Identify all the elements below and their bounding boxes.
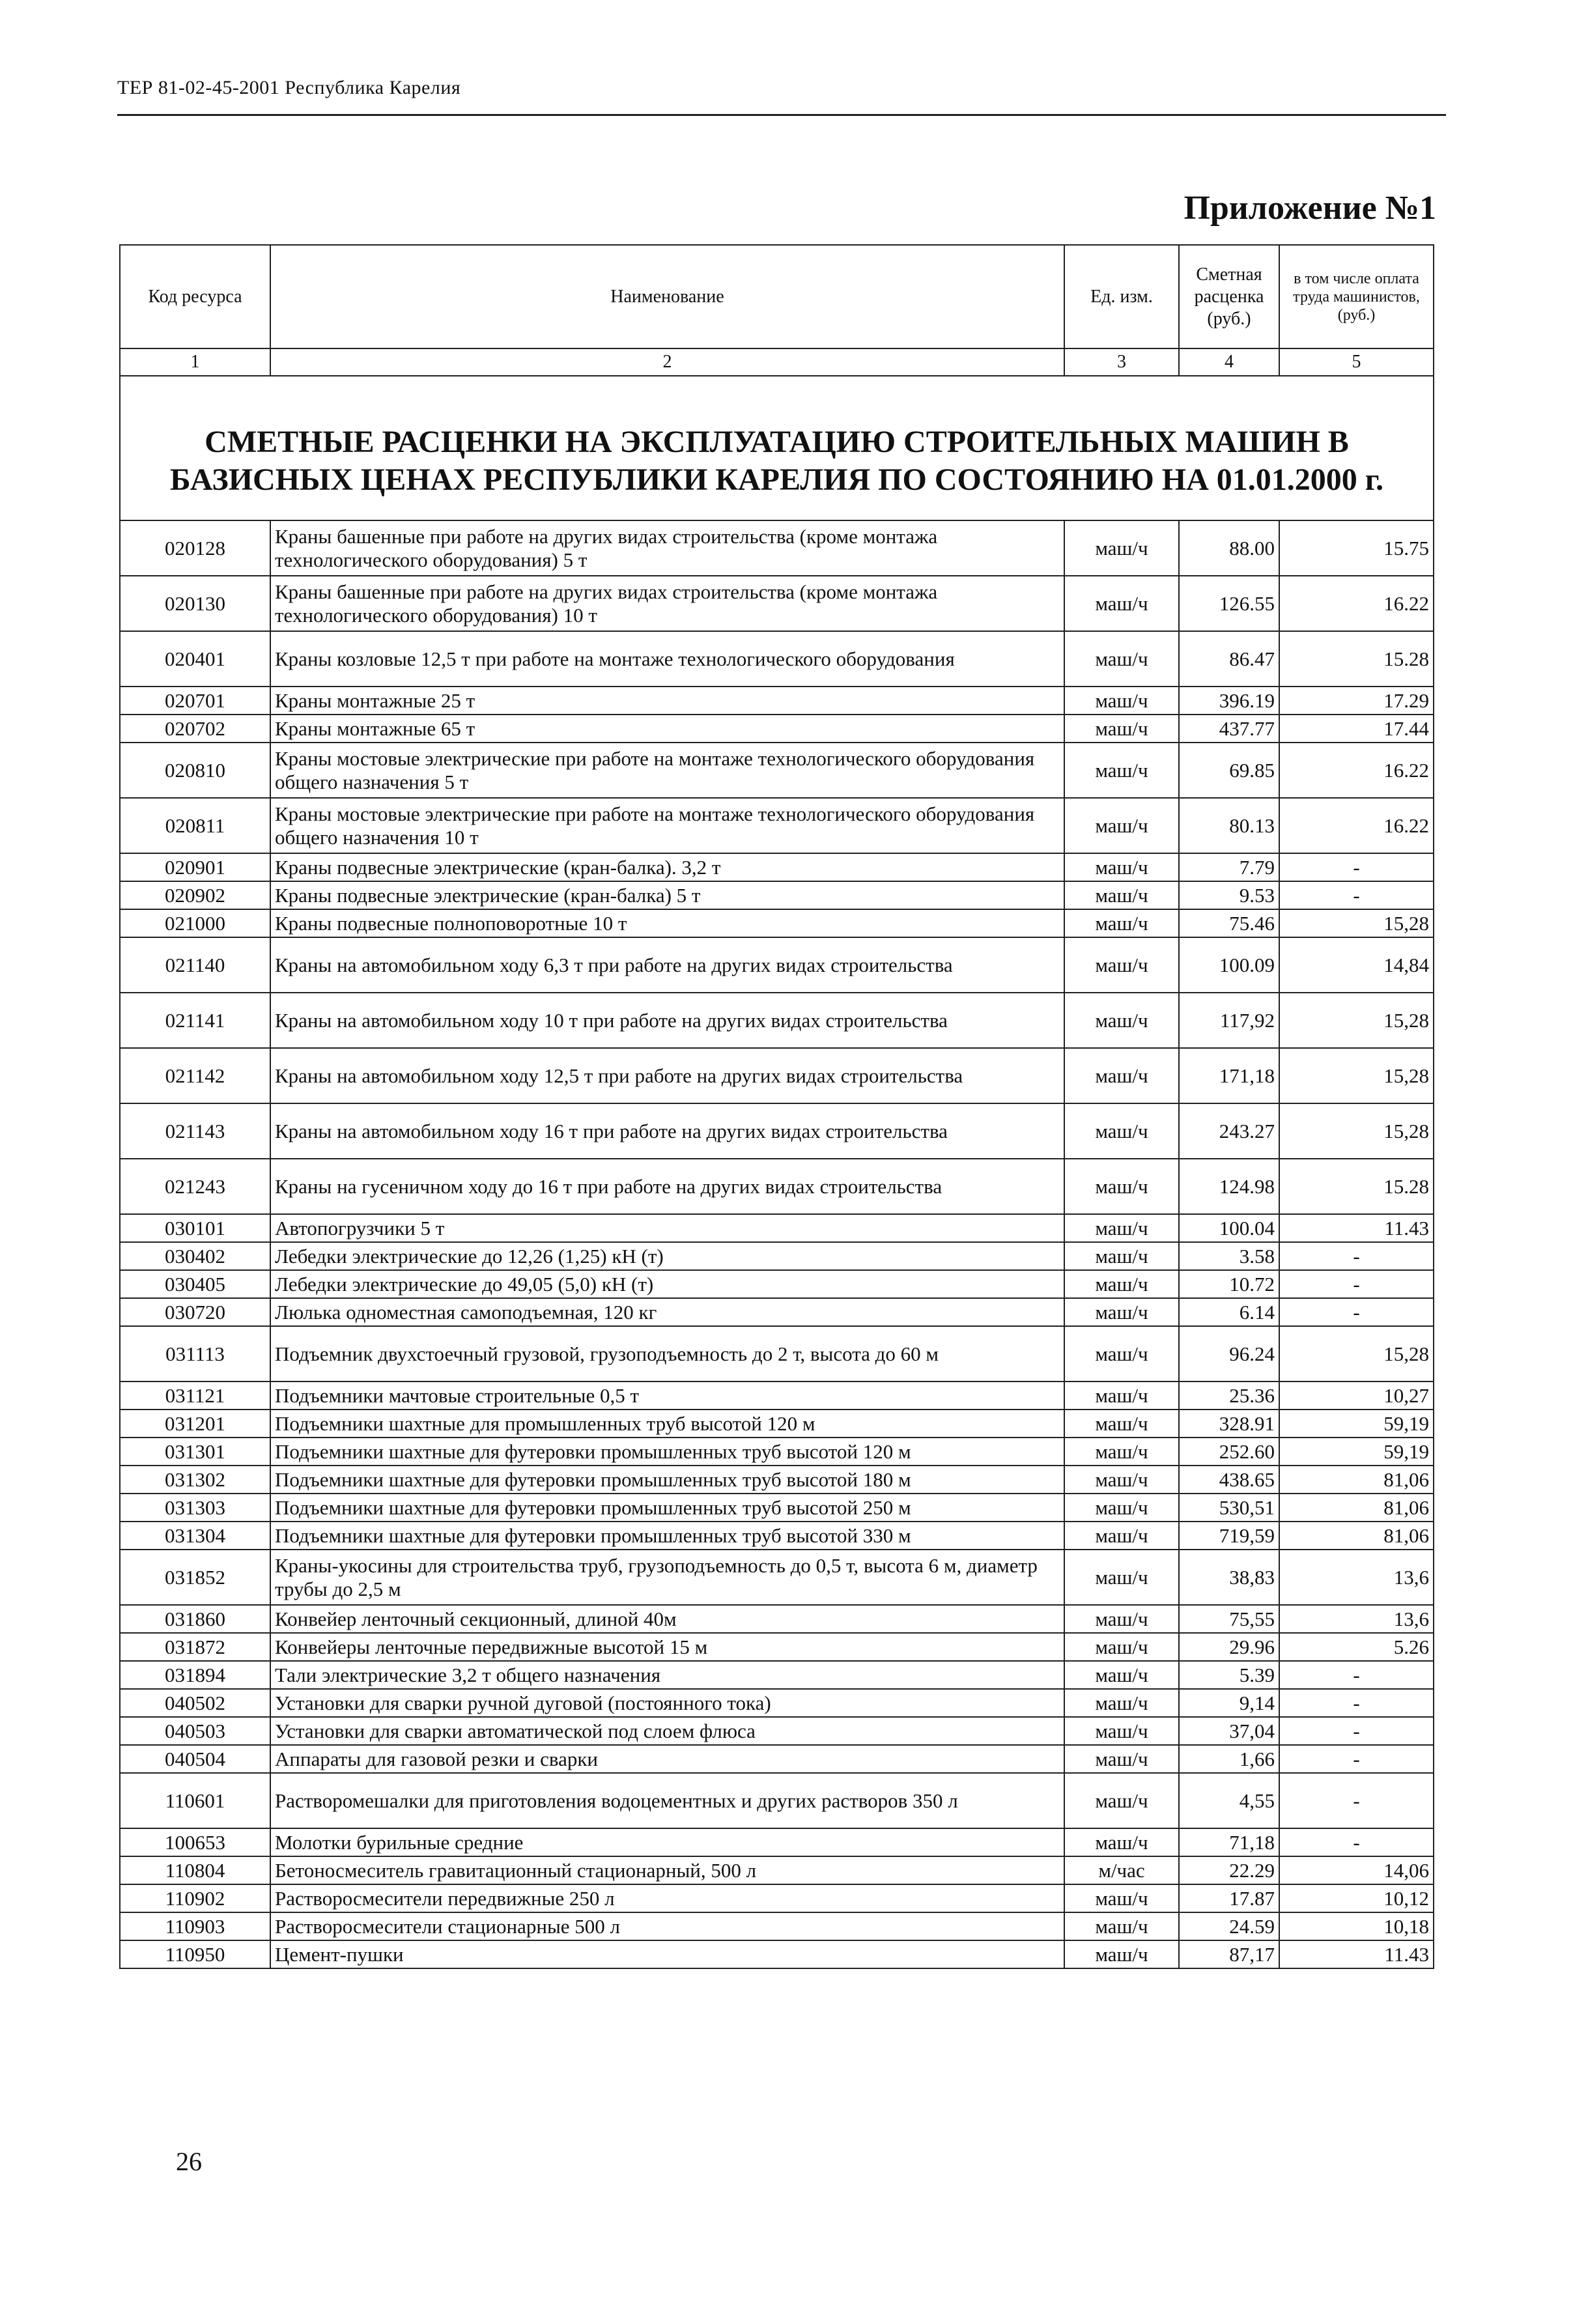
operator-pay: 15.28 [1279,1159,1434,1214]
operator-pay: 59,19 [1279,1438,1434,1466]
column-number: 3 [1064,348,1179,376]
resource-code: 020811 [120,798,270,853]
resource-name: Краны подвесные полноповоротные 10 т [270,909,1064,937]
resource-code: 031852 [120,1550,270,1605]
operator-pay: 81,06 [1279,1494,1434,1522]
resource-code: 031121 [120,1382,270,1410]
estimated-rate: 171,18 [1179,1048,1279,1103]
table-row [120,1214,1434,1242]
column-number: 1 [120,348,270,376]
table-row [120,576,1434,631]
resource-code: 031113 [120,1326,270,1382]
operator-pay: - [1279,881,1434,909]
operator-pay: 13,6 [1279,1605,1434,1633]
unit-of-measure: маш/ч [1064,853,1179,881]
operator-pay: - [1279,1828,1434,1856]
unit-of-measure: маш/ч [1064,1048,1179,1103]
estimated-rate: 4,55 [1179,1773,1279,1828]
estimated-rate: 25.36 [1179,1382,1279,1410]
table-row [120,1242,1434,1270]
unit-of-measure: маш/ч [1064,1689,1179,1717]
table-row [120,687,1434,715]
estimated-rate: 7.79 [1179,853,1279,881]
estimated-rate: 719,59 [1179,1522,1279,1550]
unit-of-measure: маш/ч [1064,1382,1179,1410]
resource-code: 030720 [120,1298,270,1326]
table-row [120,1940,1434,1968]
operator-pay: 15,28 [1279,1103,1434,1159]
table-row [120,631,1434,687]
resource-code: 040502 [120,1689,270,1717]
table-row [120,1828,1434,1856]
unit-of-measure: маш/ч [1064,715,1179,743]
operator-pay: - [1279,1689,1434,1717]
operator-pay: - [1279,1270,1434,1298]
resource-name: Подъемники шахтные для футеровки промышленных труб высотой 330 м [270,1522,1064,1550]
table-row [120,520,1434,576]
operator-pay: 15.75 [1279,520,1434,576]
resource-name: Цемент-пушки [270,1940,1064,1968]
operator-pay: 15,28 [1279,909,1434,937]
resource-name: Бетоносмеситель гравитационный стационарный, 500 л [270,1856,1064,1884]
table-row [120,937,1434,993]
unit-of-measure: маш/ч [1064,798,1179,853]
resource-name: Тали электрические 3,2 т общего назначения [270,1661,1064,1689]
unit-of-measure: маш/ч [1064,993,1179,1048]
resource-code: 031302 [120,1466,270,1494]
table-row [120,1717,1434,1745]
resource-name: Краны башенные при работе на других видах строительства (кроме монтажа технологического оборудования) 10 т [270,576,1064,631]
operator-pay: 13,6 [1279,1550,1434,1605]
page-number: 26 [176,2147,202,2176]
operator-pay: 15,28 [1279,993,1434,1048]
resource-name: Автопогрузчики 5 т [270,1214,1064,1242]
estimated-rate: 80.13 [1179,798,1279,853]
estimated-rate: 38,83 [1179,1550,1279,1605]
resource-name: Молотки бурильные средние [270,1828,1064,1856]
unit-of-measure: маш/ч [1064,1159,1179,1214]
unit-of-measure: маш/ч [1064,1242,1179,1270]
table-row [120,1605,1434,1633]
estimated-rate: 75,55 [1179,1605,1279,1633]
operator-pay: - [1279,1717,1434,1745]
operator-pay: 10,27 [1279,1382,1434,1410]
table-row [120,1912,1434,1940]
resource-name: Краны подвесные электрические (кран-балка) 5 т [270,881,1064,909]
estimated-rate: 6.14 [1179,1298,1279,1326]
estimated-rate: 29.96 [1179,1633,1279,1661]
table-row [120,1633,1434,1661]
table-header-row [120,245,1434,348]
resource-code: 020901 [120,853,270,881]
unit-of-measure: маш/ч [1064,576,1179,631]
estimated-rate: 3.58 [1179,1242,1279,1270]
resource-name: Растворомешалки для приготовления водоцементных и других растворов 350 л [270,1773,1064,1828]
operator-pay: 16.22 [1279,576,1434,631]
table-row [120,1522,1434,1550]
unit-of-measure: маш/ч [1064,1214,1179,1242]
resource-code: 040504 [120,1745,270,1773]
resource-code: 100653 [120,1828,270,1856]
resource-name: Краны на автомобильном ходу 6,3 т при работе на других видах строительства [270,937,1064,993]
table-row [120,1550,1434,1605]
unit-of-measure: маш/ч [1064,520,1179,576]
resource-name: Конвейеры ленточные передвижные высотой 15 м [270,1633,1064,1661]
unit-of-measure: маш/ч [1064,1884,1179,1912]
table-row [120,743,1434,798]
header-rate: Сметная расценка (руб.) [1179,245,1279,348]
table-row [120,1103,1434,1159]
resource-code: 020128 [120,520,270,576]
estimated-rate: 252.60 [1179,1438,1279,1466]
table-row [120,798,1434,853]
table-row [120,909,1434,937]
unit-of-measure: маш/ч [1064,1410,1179,1438]
resource-code: 040503 [120,1717,270,1745]
header-name: Наименование [270,245,1064,348]
resource-code: 021143 [120,1103,270,1159]
estimated-rate: 87,17 [1179,1940,1279,1968]
unit-of-measure: маш/ч [1064,743,1179,798]
column-number: 5 [1279,348,1434,376]
resource-code: 020701 [120,687,270,715]
estimated-rate: 96.24 [1179,1326,1279,1382]
operator-pay: 11.43 [1279,1214,1434,1242]
operator-pay: 14,06 [1279,1856,1434,1884]
table-row [120,1689,1434,1717]
resource-code: 020810 [120,743,270,798]
resource-code: 021140 [120,937,270,993]
resource-name: Подъемник двухстоечный грузовой, грузоподъемность до 2 т, высота до 60 м [270,1326,1064,1382]
operator-pay: 15,28 [1279,1326,1434,1382]
unit-of-measure: маш/ч [1064,909,1179,937]
resource-name: Лебедки электрические до 12,26 (1,25) кН (т) [270,1242,1064,1270]
resource-code: 031860 [120,1605,270,1633]
resource-name: Краны мостовые электрические при работе на монтаже технологического оборудования общего назначения 5 т [270,743,1064,798]
unit-of-measure: маш/ч [1064,1661,1179,1689]
estimated-rate: 69.85 [1179,743,1279,798]
estimated-rate: 243.27 [1179,1103,1279,1159]
header-code: Код ресурса [120,245,270,348]
running-header: ТЕР 81-02-45-2001 Республика Карелия [117,77,461,98]
resource-code: 031301 [120,1438,270,1466]
unit-of-measure: маш/ч [1064,1773,1179,1828]
resource-name: Аппараты для газовой резки и сварки [270,1745,1064,1773]
table-row [120,1326,1434,1382]
estimated-rate: 9,14 [1179,1689,1279,1717]
operator-pay: 17.29 [1279,687,1434,715]
operator-pay: 17.44 [1279,715,1434,743]
resource-code: 030402 [120,1242,270,1270]
resource-name: Подъемники шахтные для футеровки промышленных труб высотой 120 м [270,1438,1064,1466]
resource-name: Краны монтажные 65 т [270,715,1064,743]
resource-code: 031304 [120,1522,270,1550]
estimated-rate: 17.87 [1179,1884,1279,1912]
header-pay: в том числе оплата труда машинистов, (руб.) [1279,245,1434,348]
estimated-rate: 37,04 [1179,1717,1279,1745]
unit-of-measure: маш/ч [1064,1298,1179,1326]
operator-pay: 16.22 [1279,743,1434,798]
resource-name: Подъемники шахтные для промышленных труб высотой 120 м [270,1410,1064,1438]
operator-pay: 16.22 [1279,798,1434,853]
header-rule [117,114,1446,116]
resource-code: 110601 [120,1773,270,1828]
table-row [120,715,1434,743]
resource-name: Растворосмесители стационарные 500 л [270,1912,1064,1940]
resource-code: 110903 [120,1912,270,1940]
resource-code: 030101 [120,1214,270,1242]
unit-of-measure: маш/ч [1064,1828,1179,1856]
table-row [120,1382,1434,1410]
unit-of-measure: маш/ч [1064,881,1179,909]
resource-code: 020902 [120,881,270,909]
estimated-rate: 88.00 [1179,520,1279,576]
resource-code: 110804 [120,1856,270,1884]
table-row [120,853,1434,881]
table-row [120,1773,1434,1828]
resource-code: 031201 [120,1410,270,1438]
table-row [120,1494,1434,1522]
resource-name: Люлька одноместная самоподъемная, 120 кг [270,1298,1064,1326]
unit-of-measure: маш/ч [1064,937,1179,993]
resource-code: 021142 [120,1048,270,1103]
operator-pay: 15,28 [1279,1048,1434,1103]
resource-code: 110902 [120,1884,270,1912]
unit-of-measure: маш/ч [1064,1494,1179,1522]
estimated-rate: 9.53 [1179,881,1279,909]
table-row [120,1298,1434,1326]
unit-of-measure: маш/ч [1064,1912,1179,1940]
unit-of-measure: маш/ч [1064,631,1179,687]
resource-code: 030405 [120,1270,270,1298]
appendix-title: Приложение №1 [1183,190,1436,227]
operator-pay: - [1279,1773,1434,1828]
resource-name: Краны на автомобильном ходу 12,5 т при работе на других видах строительства [270,1048,1064,1103]
rates-table [119,244,1434,1969]
estimated-rate: 22.29 [1179,1856,1279,1884]
resource-code: 031894 [120,1661,270,1689]
resource-name: Краны-укосины для строительства труб, грузоподъемность до 0,5 т, высота 6 м, диаметр трубы до 2,5 м [270,1550,1064,1605]
operator-pay: - [1279,853,1434,881]
estimated-rate: 86.47 [1179,631,1279,687]
table-row [120,1410,1434,1438]
estimated-rate: 10.72 [1179,1270,1279,1298]
estimated-rate: 126.55 [1179,576,1279,631]
operator-pay: 10,18 [1279,1912,1434,1940]
estimated-rate: 124.98 [1179,1159,1279,1214]
resource-name: Подъемники шахтные для футеровки промышленных труб высотой 250 м [270,1494,1064,1522]
table-row [120,993,1434,1048]
estimated-rate: 100.04 [1179,1214,1279,1242]
estimated-rate: 117,92 [1179,993,1279,1048]
unit-of-measure: маш/ч [1064,1326,1179,1382]
operator-pay: 11.43 [1279,1940,1434,1968]
operator-pay: - [1279,1242,1434,1270]
resource-code: 021141 [120,993,270,1048]
resource-name: Конвейер ленточный секционный, длиной 40м [270,1605,1064,1633]
estimated-rate: 71,18 [1179,1828,1279,1856]
operator-pay: 81,06 [1279,1466,1434,1494]
operator-pay: 59,19 [1279,1410,1434,1438]
resource-name: Растворосмесители передвижные 250 л [270,1884,1064,1912]
resource-code: 021243 [120,1159,270,1214]
estimated-rate: 530,51 [1179,1494,1279,1522]
resource-name: Краны на автомобильном ходу 10 т при работе на других видах строительства [270,993,1064,1048]
unit-of-measure: маш/ч [1064,1605,1179,1633]
column-number-row [120,348,1434,376]
operator-pay: 15.28 [1279,631,1434,687]
resource-code: 031303 [120,1494,270,1522]
column-number: 2 [270,348,1064,376]
table-row [120,1856,1434,1884]
table-row [120,881,1434,909]
header-unit: Ед. изм. [1064,245,1179,348]
resource-code: 020702 [120,715,270,743]
table-row [120,1884,1434,1912]
unit-of-measure: маш/ч [1064,1550,1179,1605]
table-row [120,1159,1434,1214]
table-row [120,1048,1434,1103]
resource-name: Краны монтажные 25 т [270,687,1064,715]
unit-of-measure: маш/ч [1064,1103,1179,1159]
resource-code: 031872 [120,1633,270,1661]
estimated-rate: 100.09 [1179,937,1279,993]
unit-of-measure: маш/ч [1064,1633,1179,1661]
resource-code: 020401 [120,631,270,687]
resource-name: Подъемники мачтовые строительные 0,5 т [270,1382,1064,1410]
table-row [120,1466,1434,1494]
unit-of-measure: маш/ч [1064,1940,1179,1968]
operator-pay: - [1279,1298,1434,1326]
unit-of-measure: маш/ч [1064,1466,1179,1494]
estimated-rate: 1,66 [1179,1745,1279,1773]
resource-name: Краны козловые 12,5 т при работе на монтаже технологического оборудования [270,631,1064,687]
unit-of-measure: маш/ч [1064,1745,1179,1773]
resource-name: Краны на автомобильном ходу 16 т при работе на других видах строительства [270,1103,1064,1159]
estimated-rate: 5.39 [1179,1661,1279,1689]
estimated-rate: 328.91 [1179,1410,1279,1438]
estimated-rate: 438.65 [1179,1466,1279,1494]
resource-name: Лебедки электрические до 49,05 (5,0) кН (т) [270,1270,1064,1298]
resource-name: Установки для сварки автоматической под слоем флюса [270,1717,1064,1745]
column-number: 4 [1179,348,1279,376]
unit-of-measure: маш/ч [1064,1717,1179,1745]
estimated-rate: 24.59 [1179,1912,1279,1940]
table-row [120,1745,1434,1773]
resource-name: Краны мостовые электрические при работе на монтаже технологического оборудования общего назначения 10 т [270,798,1064,853]
operator-pay: 10,12 [1279,1884,1434,1912]
operator-pay: - [1279,1745,1434,1773]
resource-code: 020130 [120,576,270,631]
resource-code: 021000 [120,909,270,937]
unit-of-measure: маш/ч [1064,1438,1179,1466]
section-title: СМЕТНЫЕ РАСЦЕНКИ НА ЭКСПЛУАТАЦИЮ СТРОИТЕЛЬНЫХ МАШИН В БАЗИСНЫХ ЦЕНАХ РЕСПУБЛИКИ КАРЕЛИЯ ПО СОСТОЯНИЮ НА 01.01.2000 г. [120,376,1434,520]
estimated-rate: 396.19 [1179,687,1279,715]
unit-of-measure: маш/ч [1064,1522,1179,1550]
resource-code: 110950 [120,1940,270,1968]
operator-pay: 81,06 [1279,1522,1434,1550]
resource-name: Краны башенные при работе на других видах строительства (кроме монтажа технологического оборудования) 5 т [270,520,1064,576]
resource-name: Краны на гусеничном ходу до 16 т при работе на других видах строительства [270,1159,1064,1214]
unit-of-measure: маш/ч [1064,687,1179,715]
section-title-row [120,376,1434,520]
operator-pay: 14,84 [1279,937,1434,993]
operator-pay: 5.26 [1279,1633,1434,1661]
resource-name: Краны подвесные электрические (кран-балка). 3,2 т [270,853,1064,881]
estimated-rate: 437.77 [1179,715,1279,743]
operator-pay: - [1279,1661,1434,1689]
estimated-rate: 75.46 [1179,909,1279,937]
resource-name: Установки для сварки ручной дуговой (постоянного тока) [270,1689,1064,1717]
table-row [120,1438,1434,1466]
unit-of-measure: маш/ч [1064,1270,1179,1298]
table-row [120,1661,1434,1689]
table-row [120,1270,1434,1298]
resource-name: Подъемники шахтные для футеровки промышленных труб высотой 180 м [270,1466,1064,1494]
unit-of-measure: м/час [1064,1856,1179,1884]
